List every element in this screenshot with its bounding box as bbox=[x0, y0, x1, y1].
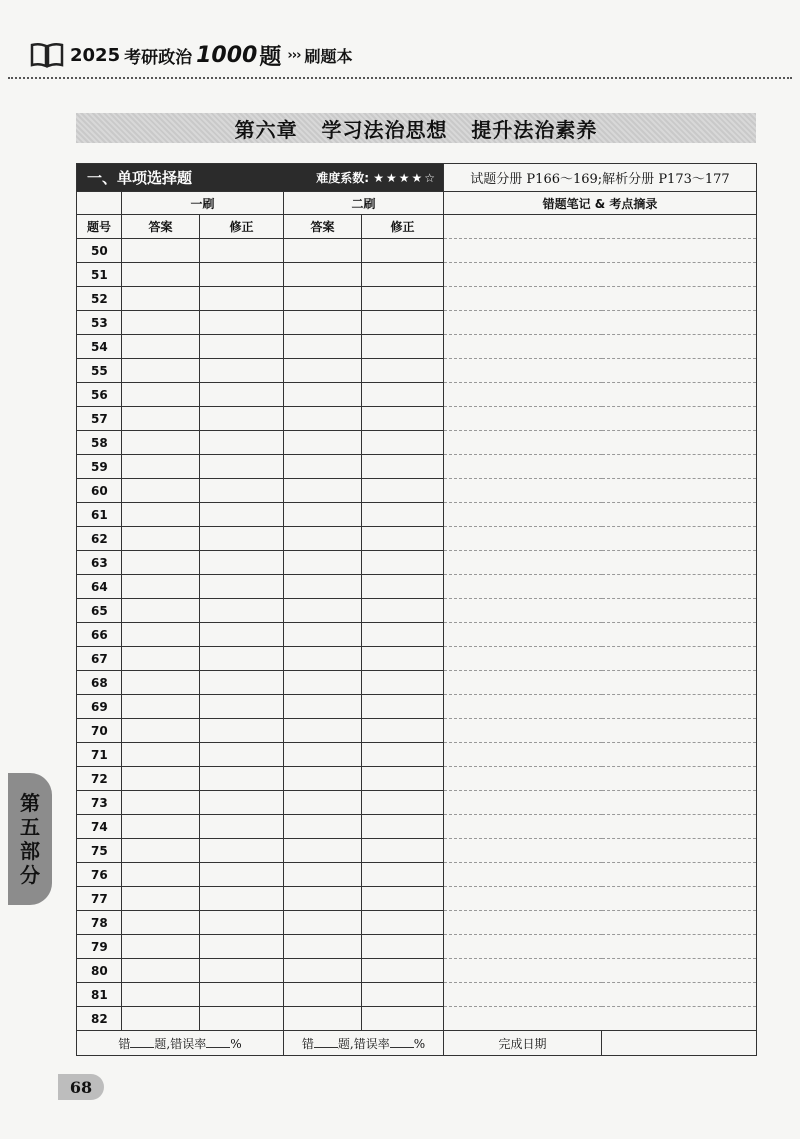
answer-1-cell[interactable] bbox=[122, 431, 200, 455]
fix-2-cell[interactable] bbox=[362, 335, 444, 359]
note-line[interactable] bbox=[444, 287, 757, 311]
answer-2-cell[interactable] bbox=[284, 959, 362, 983]
answer-2-cell[interactable] bbox=[284, 479, 362, 503]
question-number: 58 bbox=[77, 431, 122, 455]
note-line[interactable] bbox=[444, 959, 757, 983]
answer-1-cell[interactable] bbox=[122, 383, 200, 407]
question-row bbox=[77, 839, 757, 863]
fix-2-cell[interactable] bbox=[362, 551, 444, 575]
col-number: 题号 bbox=[77, 215, 122, 239]
question-number: 64 bbox=[77, 575, 122, 599]
note-line[interactable] bbox=[444, 527, 757, 551]
note-line[interactable] bbox=[444, 311, 757, 335]
note-line[interactable] bbox=[444, 767, 757, 791]
fix-1-cell[interactable] bbox=[200, 743, 284, 767]
answer-1-cell[interactable] bbox=[122, 551, 200, 575]
answer-2-cell[interactable] bbox=[284, 815, 362, 839]
question-number: 63 bbox=[77, 551, 122, 575]
question-number: 50 bbox=[77, 239, 122, 263]
header-title-char: 题 bbox=[259, 44, 282, 70]
difficulty-stars: ★★★★☆ bbox=[373, 171, 437, 185]
answer-1-cell[interactable] bbox=[122, 527, 200, 551]
question-number: 71 bbox=[77, 743, 122, 767]
answer-2-cell[interactable] bbox=[284, 551, 362, 575]
question-row bbox=[77, 743, 757, 767]
fix-1-cell[interactable] bbox=[200, 527, 284, 551]
fix-1-cell[interactable] bbox=[200, 263, 284, 287]
answer-1-cell[interactable] bbox=[122, 503, 200, 527]
chapter-title: 第六章 学习法治思想 提升法治素养 bbox=[234, 117, 598, 142]
question-row bbox=[77, 311, 757, 335]
question-number: 80 bbox=[77, 959, 122, 983]
fix-2-cell[interactable] bbox=[362, 263, 444, 287]
fix-2-cell[interactable] bbox=[362, 455, 444, 479]
fix-1-cell[interactable] bbox=[200, 983, 284, 1007]
note-line[interactable] bbox=[444, 575, 757, 599]
note-line[interactable] bbox=[444, 815, 757, 839]
answer-1-cell[interactable] bbox=[122, 623, 200, 647]
fix-1-cell[interactable] bbox=[200, 623, 284, 647]
question-number: 70 bbox=[77, 719, 122, 743]
fix-2-cell[interactable] bbox=[362, 791, 444, 815]
summary-row bbox=[77, 1031, 757, 1056]
fix-2-cell[interactable] bbox=[362, 407, 444, 431]
answer-1-cell[interactable] bbox=[122, 911, 200, 935]
note-line[interactable] bbox=[444, 359, 757, 383]
note-line[interactable] bbox=[444, 431, 757, 455]
answer-1-cell[interactable] bbox=[122, 407, 200, 431]
answer-1-cell[interactable] bbox=[122, 359, 200, 383]
answer-1-cell[interactable] bbox=[122, 455, 200, 479]
answer-1-cell[interactable] bbox=[122, 983, 200, 1007]
answer-2-cell[interactable] bbox=[284, 599, 362, 623]
question-row bbox=[77, 983, 757, 1007]
round2-summary: 错 题,错误率 % bbox=[284, 1031, 444, 1056]
answer-1-cell[interactable] bbox=[122, 839, 200, 863]
fix-2-cell[interactable] bbox=[362, 287, 444, 311]
question-number: 51 bbox=[77, 263, 122, 287]
question-number: 76 bbox=[77, 863, 122, 887]
answer-2-cell[interactable] bbox=[284, 575, 362, 599]
answer-1-cell[interactable] bbox=[122, 767, 200, 791]
question-row bbox=[77, 455, 757, 479]
note-line[interactable] bbox=[444, 503, 757, 527]
question-number: 55 bbox=[77, 359, 122, 383]
note-line[interactable] bbox=[444, 383, 757, 407]
answer-2-cell[interactable] bbox=[284, 311, 362, 335]
fix-2-cell[interactable] bbox=[362, 359, 444, 383]
question-number: 56 bbox=[77, 383, 122, 407]
fix-1-cell[interactable] bbox=[200, 791, 284, 815]
question-row bbox=[77, 647, 757, 671]
header-number: 1000 bbox=[196, 42, 258, 68]
col-answer-1: 答案 bbox=[122, 215, 200, 239]
fix-1-cell[interactable] bbox=[200, 407, 284, 431]
fix-2-cell[interactable] bbox=[362, 647, 444, 671]
note-line[interactable] bbox=[444, 599, 757, 623]
difficulty bbox=[284, 164, 444, 192]
answer-2-cell[interactable] bbox=[284, 983, 362, 1007]
fix-1-cell[interactable] bbox=[200, 839, 284, 863]
col-fix-1: 修正 bbox=[200, 215, 284, 239]
fix-1-cell[interactable] bbox=[200, 575, 284, 599]
answer-2-cell[interactable] bbox=[284, 839, 362, 863]
answer-1-cell[interactable] bbox=[122, 719, 200, 743]
question-number: 57 bbox=[77, 407, 122, 431]
answer-1-cell[interactable] bbox=[122, 239, 200, 263]
answer-2-cell[interactable] bbox=[284, 791, 362, 815]
fix-2-cell[interactable] bbox=[362, 815, 444, 839]
answer-1-cell[interactable] bbox=[122, 479, 200, 503]
note-line[interactable] bbox=[444, 335, 757, 359]
answer-2-cell[interactable] bbox=[284, 863, 362, 887]
col-fix-2: 修正 bbox=[362, 215, 444, 239]
fix-1-cell[interactable] bbox=[200, 287, 284, 311]
header-divider bbox=[8, 77, 792, 79]
question-number: 68 bbox=[77, 671, 122, 695]
answer-1-cell[interactable] bbox=[122, 647, 200, 671]
answer-2-cell[interactable] bbox=[284, 455, 362, 479]
question-number: 81 bbox=[77, 983, 122, 1007]
note-line[interactable] bbox=[444, 671, 757, 695]
fix-1-cell[interactable] bbox=[200, 719, 284, 743]
question-row bbox=[77, 551, 757, 575]
note-line[interactable] bbox=[444, 911, 757, 935]
question-row bbox=[77, 287, 757, 311]
answer-1-cell[interactable] bbox=[122, 599, 200, 623]
fix-2-cell[interactable] bbox=[362, 839, 444, 863]
part-tab-label: 第 五 部 分 bbox=[20, 791, 40, 887]
fix-2-cell[interactable] bbox=[362, 1007, 444, 1031]
fix-1-cell[interactable] bbox=[200, 383, 284, 407]
answer-2-cell[interactable] bbox=[284, 263, 362, 287]
note-line[interactable] bbox=[444, 479, 757, 503]
round1-header: 一刷 bbox=[122, 192, 284, 215]
question-row bbox=[77, 719, 757, 743]
fix-1-cell[interactable] bbox=[200, 647, 284, 671]
question-number: 75 bbox=[77, 839, 122, 863]
note-line[interactable] bbox=[444, 239, 757, 263]
answer-2-cell[interactable] bbox=[284, 719, 362, 743]
answer-2-cell[interactable] bbox=[284, 431, 362, 455]
note-line[interactable] bbox=[444, 887, 757, 911]
page-number: 68 bbox=[58, 1074, 104, 1100]
answer-2-cell[interactable] bbox=[284, 503, 362, 527]
answer-2-cell[interactable] bbox=[284, 647, 362, 671]
question-number: 82 bbox=[77, 1007, 122, 1031]
wrong-count-blank[interactable] bbox=[130, 1037, 154, 1048]
running-header bbox=[30, 38, 352, 72]
note-line[interactable] bbox=[444, 263, 757, 287]
answer-1-cell[interactable] bbox=[122, 815, 200, 839]
answer-2-cell[interactable] bbox=[284, 911, 362, 935]
fix-2-cell[interactable] bbox=[362, 887, 444, 911]
answer-2-cell[interactable] bbox=[284, 767, 362, 791]
question-number: 67 bbox=[77, 647, 122, 671]
note-line[interactable] bbox=[444, 791, 757, 815]
question-row bbox=[77, 407, 757, 431]
header-subject: 考研政治 bbox=[124, 47, 193, 68]
question-number: 74 bbox=[77, 815, 122, 839]
note-line[interactable] bbox=[444, 695, 757, 719]
note-line[interactable] bbox=[444, 215, 757, 239]
question-number: 59 bbox=[77, 455, 122, 479]
fix-1-cell[interactable] bbox=[200, 239, 284, 263]
question-row bbox=[77, 695, 757, 719]
fix-2-cell[interactable] bbox=[362, 479, 444, 503]
fix-1-cell[interactable] bbox=[200, 863, 284, 887]
completion-date-label: 完成日期 bbox=[444, 1031, 602, 1056]
fix-1-cell[interactable] bbox=[200, 359, 284, 383]
answer-1-cell[interactable] bbox=[122, 1007, 200, 1031]
header-book: 刷题本 bbox=[304, 46, 353, 66]
round1-summary: 错 题,错误率 % bbox=[77, 1031, 284, 1056]
question-row bbox=[77, 935, 757, 959]
answer-1-cell[interactable] bbox=[122, 335, 200, 359]
fix-1-cell[interactable] bbox=[200, 335, 284, 359]
question-row bbox=[77, 431, 757, 455]
part-tab bbox=[8, 773, 52, 905]
error-rate-blank[interactable] bbox=[206, 1037, 230, 1048]
question-row bbox=[77, 623, 757, 647]
answer-1-cell[interactable] bbox=[122, 575, 200, 599]
answer-2-cell[interactable] bbox=[284, 359, 362, 383]
question-row bbox=[77, 887, 757, 911]
fix-2-cell[interactable] bbox=[362, 935, 444, 959]
header-year: 2025 bbox=[70, 44, 121, 66]
fix-2-cell[interactable] bbox=[362, 383, 444, 407]
answer-1-cell[interactable] bbox=[122, 791, 200, 815]
question-row bbox=[77, 671, 757, 695]
fix-2-cell[interactable] bbox=[362, 599, 444, 623]
fix-2-cell[interactable] bbox=[362, 575, 444, 599]
note-line[interactable] bbox=[444, 935, 757, 959]
section-title: 一、单项选择题 bbox=[77, 164, 284, 192]
answer-sheet-table bbox=[76, 163, 757, 1056]
note-line[interactable] bbox=[444, 839, 757, 863]
fix-1-cell[interactable] bbox=[200, 503, 284, 527]
answer-2-cell[interactable] bbox=[284, 695, 362, 719]
answer-1-cell[interactable] bbox=[122, 671, 200, 695]
answer-1-cell[interactable] bbox=[122, 311, 200, 335]
fix-1-cell[interactable] bbox=[200, 959, 284, 983]
col-answer-2: 答案 bbox=[284, 215, 362, 239]
fix-2-cell[interactable] bbox=[362, 911, 444, 935]
note-line[interactable] bbox=[444, 863, 757, 887]
question-number: 54 bbox=[77, 335, 122, 359]
answer-2-cell[interactable] bbox=[284, 1007, 362, 1031]
fix-1-cell[interactable] bbox=[200, 599, 284, 623]
question-number: 73 bbox=[77, 791, 122, 815]
note-line[interactable] bbox=[444, 1007, 757, 1031]
note-line[interactable] bbox=[444, 455, 757, 479]
answer-2-cell[interactable] bbox=[284, 407, 362, 431]
completion-date-field[interactable] bbox=[602, 1031, 757, 1056]
fix-2-cell[interactable] bbox=[362, 671, 444, 695]
answer-2-cell[interactable] bbox=[284, 383, 362, 407]
question-row bbox=[77, 503, 757, 527]
question-number: 62 bbox=[77, 527, 122, 551]
fix-1-cell[interactable] bbox=[200, 1007, 284, 1031]
note-line[interactable] bbox=[444, 647, 757, 671]
note-line[interactable] bbox=[444, 551, 757, 575]
blank-corner bbox=[77, 192, 122, 215]
fix-1-cell[interactable] bbox=[200, 767, 284, 791]
question-number: 61 bbox=[77, 503, 122, 527]
fix-2-cell[interactable] bbox=[362, 623, 444, 647]
fix-2-cell[interactable] bbox=[362, 503, 444, 527]
fix-1-cell[interactable] bbox=[200, 935, 284, 959]
answer-1-cell[interactable] bbox=[122, 887, 200, 911]
answer-1-cell[interactable] bbox=[122, 263, 200, 287]
question-row bbox=[77, 863, 757, 887]
fix-1-cell[interactable] bbox=[200, 887, 284, 911]
answer-1-cell[interactable] bbox=[122, 863, 200, 887]
answer-1-cell[interactable] bbox=[122, 287, 200, 311]
question-number: 60 bbox=[77, 479, 122, 503]
answer-2-cell[interactable] bbox=[284, 335, 362, 359]
answer-2-cell[interactable] bbox=[284, 887, 362, 911]
fix-2-cell[interactable] bbox=[362, 431, 444, 455]
question-number: 52 bbox=[77, 287, 122, 311]
fix-2-cell[interactable] bbox=[362, 527, 444, 551]
question-number: 66 bbox=[77, 623, 122, 647]
question-number: 77 bbox=[77, 887, 122, 911]
page-reference: 试题分册 P166～169;解析分册 P173～177 bbox=[444, 164, 757, 192]
fix-1-cell[interactable] bbox=[200, 431, 284, 455]
fix-1-cell[interactable] bbox=[200, 455, 284, 479]
fix-2-cell[interactable] bbox=[362, 983, 444, 1007]
note-line[interactable] bbox=[444, 719, 757, 743]
note-line[interactable] bbox=[444, 983, 757, 1007]
answer-2-cell[interactable] bbox=[284, 935, 362, 959]
question-row bbox=[77, 383, 757, 407]
fix-2-cell[interactable] bbox=[362, 767, 444, 791]
question-row bbox=[77, 1007, 757, 1031]
answer-2-cell[interactable] bbox=[284, 743, 362, 767]
answer-1-cell[interactable] bbox=[122, 743, 200, 767]
fix-2-cell[interactable] bbox=[362, 743, 444, 767]
question-number: 79 bbox=[77, 935, 122, 959]
fix-1-cell[interactable] bbox=[200, 479, 284, 503]
question-row bbox=[77, 959, 757, 983]
question-number: 53 bbox=[77, 311, 122, 335]
round2-header: 二刷 bbox=[284, 192, 444, 215]
answer-2-cell[interactable] bbox=[284, 527, 362, 551]
fix-2-cell[interactable] bbox=[362, 239, 444, 263]
fix-1-cell[interactable] bbox=[200, 551, 284, 575]
book-icon bbox=[30, 42, 64, 68]
question-row bbox=[77, 335, 757, 359]
note-line[interactable] bbox=[444, 743, 757, 767]
question-row bbox=[77, 263, 757, 287]
chapter-banner bbox=[76, 113, 756, 143]
question-row bbox=[77, 599, 757, 623]
question-row bbox=[77, 911, 757, 935]
question-number: 69 bbox=[77, 695, 122, 719]
fix-1-cell[interactable] bbox=[200, 695, 284, 719]
error-rate-blank[interactable] bbox=[390, 1037, 414, 1048]
note-line[interactable] bbox=[444, 407, 757, 431]
fix-2-cell[interactable] bbox=[362, 959, 444, 983]
question-row bbox=[77, 767, 757, 791]
fix-1-cell[interactable] bbox=[200, 311, 284, 335]
question-number: 78 bbox=[77, 911, 122, 935]
fix-2-cell[interactable] bbox=[362, 719, 444, 743]
fix-2-cell[interactable] bbox=[362, 695, 444, 719]
question-number: 72 bbox=[77, 767, 122, 791]
header-arrows: ››› bbox=[287, 47, 301, 63]
question-row bbox=[77, 479, 757, 503]
answer-2-cell[interactable] bbox=[284, 239, 362, 263]
fix-2-cell[interactable] bbox=[362, 863, 444, 887]
question-row bbox=[77, 815, 757, 839]
question-row bbox=[77, 527, 757, 551]
answer-1-cell[interactable] bbox=[122, 959, 200, 983]
fix-1-cell[interactable] bbox=[200, 815, 284, 839]
notes-header: 错题笔记 & 考点摘录 bbox=[444, 192, 757, 215]
answer-2-cell[interactable] bbox=[284, 287, 362, 311]
fix-2-cell[interactable] bbox=[362, 311, 444, 335]
wrong-count-blank[interactable] bbox=[314, 1037, 338, 1048]
fix-1-cell[interactable] bbox=[200, 671, 284, 695]
answer-1-cell[interactable] bbox=[122, 935, 200, 959]
question-row bbox=[77, 791, 757, 815]
answer-1-cell[interactable] bbox=[122, 695, 200, 719]
difficulty-label: 难度系数: bbox=[316, 171, 370, 185]
question-row bbox=[77, 575, 757, 599]
answer-2-cell[interactable] bbox=[284, 671, 362, 695]
fix-1-cell[interactable] bbox=[200, 911, 284, 935]
question-row bbox=[77, 239, 757, 263]
note-line[interactable] bbox=[444, 623, 757, 647]
answer-2-cell[interactable] bbox=[284, 623, 362, 647]
question-row bbox=[77, 359, 757, 383]
question-number: 65 bbox=[77, 599, 122, 623]
